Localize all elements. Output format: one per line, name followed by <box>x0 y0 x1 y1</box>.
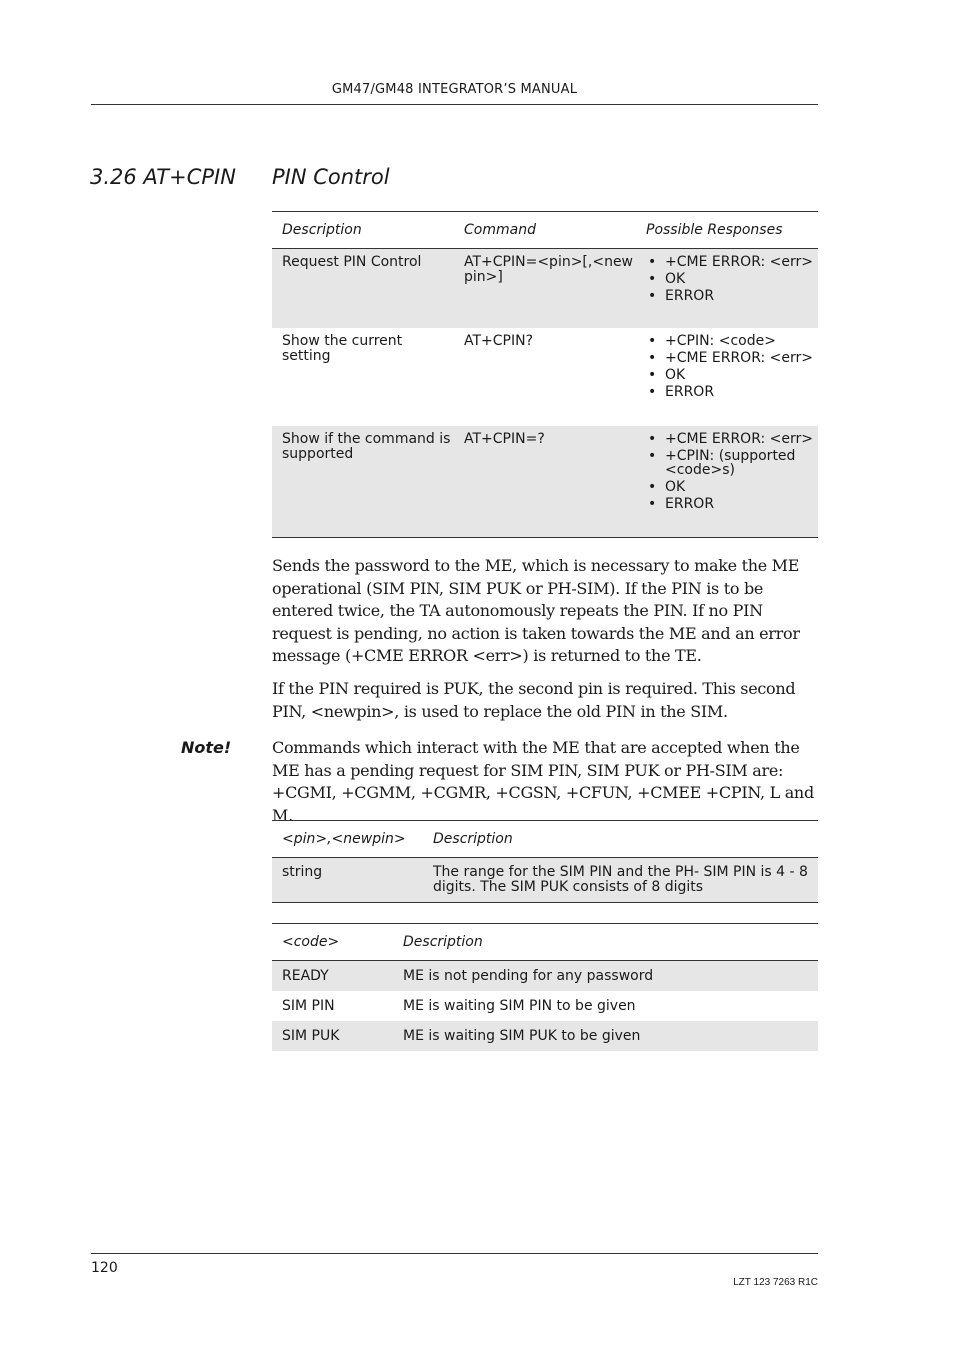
table-row <box>272 991 818 1021</box>
response-item: • +CME ERROR: <err> <box>646 432 818 446</box>
row-command: AT+CPIN=? <box>454 426 636 538</box>
page-footer <box>91 1253 818 1288</box>
header-command: Command <box>454 212 636 249</box>
response-item: • +CME ERROR: <err> <box>646 255 818 269</box>
row-value: string <box>272 858 423 903</box>
response-item: • +CPIN: <code> <box>646 334 818 348</box>
command-table <box>272 211 818 538</box>
header-parameter: <code> <box>272 924 393 961</box>
row-responses <box>636 426 818 538</box>
row-responses <box>636 328 818 426</box>
response-item: • OK <box>646 480 818 494</box>
table-row <box>272 858 818 903</box>
body-paragraph: If the PIN required is PUK, the second pin is required. This second PIN, <newpin>, is used to replace the old PIN in the SIM. <box>272 679 796 721</box>
header-parameter: <pin>,<newpin> <box>272 821 423 858</box>
row-description: Show if the command is supported <box>272 426 454 538</box>
document-id: LZT 123 7263 R1C <box>733 1277 818 1288</box>
note-text: Commands which interact with the ME that are accepted when the ME has a pending request for SIM PIN, SIM PUK or PH-SIM are: +CGMI, +CGMM, +CGMR, +CGSN, +CFUN, +CMEE +CPIN, L and M. <box>272 738 814 825</box>
page-number: 120 <box>91 1260 118 1276</box>
response-item: • ERROR <box>646 289 818 303</box>
response-item: • ERROR <box>646 497 818 511</box>
response-item: • +CPIN: (supported <code>s) <box>646 449 818 477</box>
response-item: • ERROR <box>646 385 818 399</box>
row-command: AT+CPIN? <box>464 332 534 349</box>
table-row <box>272 1021 818 1051</box>
table-row <box>272 426 818 538</box>
table-header-row <box>272 924 818 961</box>
table-header-row <box>272 821 818 858</box>
header-description: Description <box>393 924 818 961</box>
row-description: ME is not pending for any password <box>393 961 818 991</box>
table-row <box>272 328 818 426</box>
row-description: The range for the SIM PIN and the PH- SIM PIN is 4 - 8 digits. The SIM PUK consists of 8 digits <box>423 858 818 903</box>
section-number: 3.26 AT+CPIN <box>90 165 236 189</box>
row-value: READY <box>272 961 393 991</box>
row-command: AT+CPIN=<pin>[,<new pin>] <box>454 249 636 328</box>
row-value: SIM PUK <box>272 1021 393 1051</box>
row-description: Request PIN Control <box>272 249 454 328</box>
response-item: • OK <box>646 272 818 286</box>
body-paragraph: Sends the password to the ME, which is necessary to make the ME operational (SIM PIN, SIM PUK or PH-SIM). If the PIN is to be entered twice, the TA autonomously repeats the PIN. If no PIN request is pending, no action is taken towards the ME and an error message (+CME ERROR <err>) is returned to the TE. <box>272 556 800 665</box>
note-label: Note! <box>181 738 232 757</box>
code-parameter-table <box>272 923 818 1051</box>
header-description: Description <box>423 821 818 858</box>
table-row <box>272 249 818 328</box>
response-item: • +CME ERROR: <err> <box>646 351 818 365</box>
header-description: Description <box>272 212 454 249</box>
page-header <box>91 82 818 105</box>
row-description: ME is waiting SIM PUK to be given <box>393 1021 818 1051</box>
row-responses <box>636 249 818 328</box>
pin-parameter-table <box>272 820 818 903</box>
section-name: PIN Control <box>272 165 390 189</box>
header-responses: Possible Responses <box>636 212 818 249</box>
row-value: SIM PIN <box>282 997 335 1014</box>
table-header-row <box>272 212 818 249</box>
row-description: ME is waiting SIM PIN to be given <box>403 997 636 1014</box>
row-description: Show the current setting <box>282 332 403 364</box>
response-item: • OK <box>646 368 818 382</box>
manual-title: GM47/GM48 INTEGRATOR’S MANUAL <box>331 82 578 97</box>
table-row <box>272 961 818 991</box>
